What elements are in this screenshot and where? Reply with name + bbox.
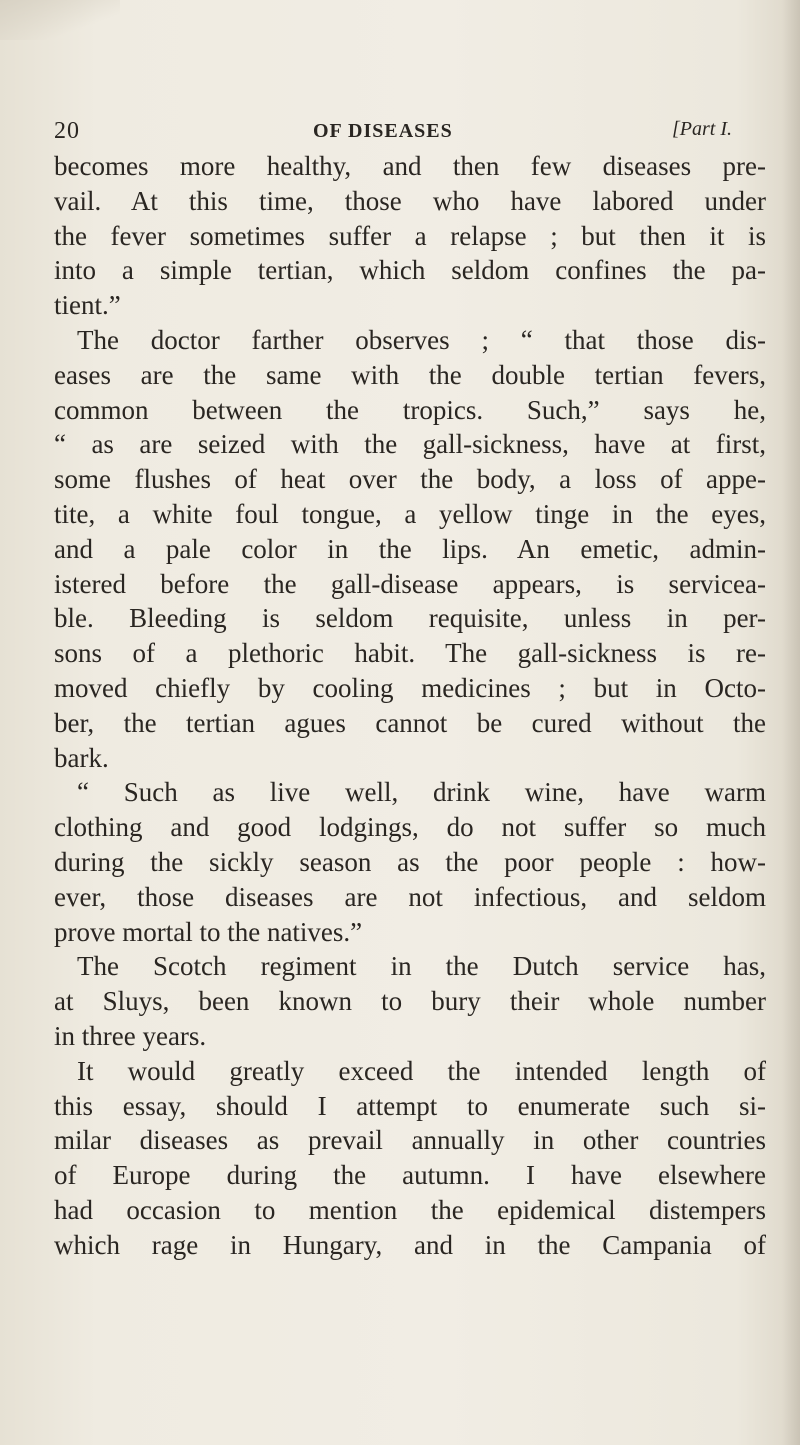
- text-line: becomes more healthy, and then few diseases pre-: [54, 151, 766, 181]
- text-line: ble. Bleeding is seldom requisite, unless in per-: [54, 603, 766, 634]
- text-line: common between the tropics. Such,” says he,: [54, 394, 766, 425]
- text-line: into a simple tertian, which seldom confines the pa-: [54, 255, 766, 286]
- text-line: “ Such as live well, drink wine, have warm: [77, 777, 766, 808]
- text-line: during the sickly season as the poor people : how-: [54, 846, 766, 877]
- text-line: It would greatly exceed the intended length of: [77, 1055, 766, 1086]
- text-line: clothing and good lodgings, do not suffer so much: [54, 812, 766, 843]
- text-line: tite, a white foul tongue, a yellow tinge in the eyes,: [54, 498, 766, 529]
- text-line: this essay, should I attempt to enumerate such si-: [54, 1090, 766, 1121]
- text-line: The doctor farther observes ; “ that those dis-: [77, 324, 766, 355]
- page-edge-shadow: [782, 0, 800, 1445]
- running-title: OF DISEASES: [313, 120, 453, 142]
- text-line: vail. At this time, those who have labored under: [54, 185, 766, 216]
- text-line: of Europe during the autumn. I have elsewhere: [54, 1160, 766, 1191]
- text-line: in three years.: [54, 1020, 207, 1051]
- text-line: ber, the tertian agues cannot be cured without the: [54, 707, 766, 738]
- text-line: tient.”: [54, 290, 121, 321]
- text-line: istered before the gall-disease appears, is servicea-: [54, 568, 766, 599]
- text-line: moved chiefly by cooling medicines ; but in Octo-: [54, 672, 766, 703]
- text-line: had occasion to mention the epidemical distempers: [54, 1194, 766, 1225]
- text-line: the fever sometimes suffer a relapse ; but then it is: [54, 220, 766, 251]
- text-line: milar diseases as prevail annually in other countries: [54, 1125, 766, 1156]
- body-text: [54, 149, 766, 1263]
- text-line: at Sluys, been known to bury their whole number: [54, 986, 766, 1017]
- page-number: 20: [54, 118, 80, 144]
- text-line: The Scotch regiment in the Dutch service has,: [77, 951, 766, 982]
- text-line: which rage in Hungary, and in the Campania of: [54, 1229, 766, 1260]
- text-line: “ as are seized with the gall-sickness, have at first,: [54, 429, 766, 460]
- part-reference: [Part I.: [672, 118, 732, 140]
- text-line: prove mortal to the natives.”: [54, 916, 363, 947]
- text-line: eases are the same with the double tertian fevers,: [54, 359, 766, 390]
- text-line: ever, those diseases are not infectious, and seldom: [54, 881, 766, 912]
- text-line: bark.: [54, 742, 109, 773]
- text-line: some flushes of heat over the body, a loss of appe-: [54, 464, 766, 495]
- text-line: sons of a plethoric habit. The gall-sickness is re-: [54, 638, 766, 669]
- running-head: [54, 118, 754, 146]
- text-line: and a pale color in the lips. An emetic, admin-: [54, 533, 766, 564]
- page-corner-shadow: [0, 0, 120, 40]
